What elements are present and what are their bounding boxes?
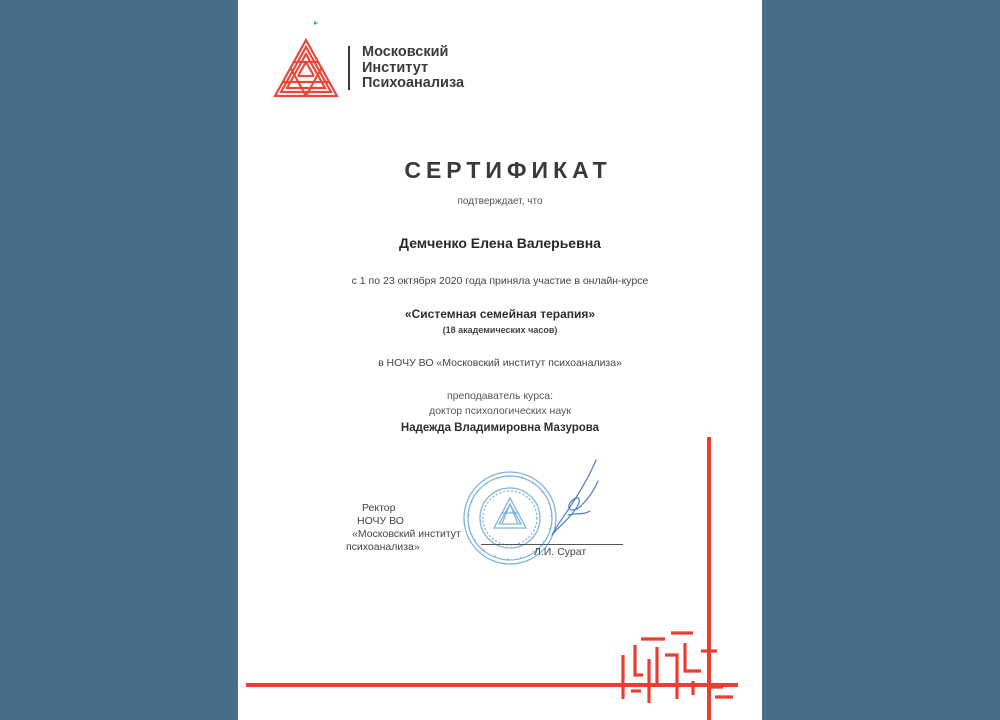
recipient-name: Демченко Елена Валерьевна xyxy=(399,235,601,251)
institute-text: в НОЧУ ВО «Московский институт психоанализа» xyxy=(378,357,622,369)
certificate-title: СЕРТИФИКАТ xyxy=(404,157,612,183)
logo-line-2: Институт xyxy=(362,59,429,76)
institute-logo-text xyxy=(362,45,464,92)
certificate-page xyxy=(238,0,762,720)
rector-title: Ректор xyxy=(362,502,396,514)
signature-line xyxy=(481,544,623,545)
small-mark-icon xyxy=(314,21,318,25)
course-hours: (18 академических часов) xyxy=(442,325,558,335)
logo-line-3: Психоанализа xyxy=(362,75,465,91)
participation-text: с 1 по 23 октября 2020 года приняла участие в онлайн-курсе xyxy=(351,275,649,287)
logo-line-1: Московский xyxy=(362,44,449,60)
rector-institute-line: «Московский институт xyxy=(352,528,461,540)
teacher-degree: доктор психологических наук xyxy=(429,405,571,417)
teacher-name: Надежда Владимировна Мазурова xyxy=(400,422,600,434)
confirms-text: подтверждает, что xyxy=(457,196,543,207)
signature-icon xyxy=(538,455,608,545)
rector-institute-line-2: психоанализа» xyxy=(346,541,420,553)
teacher-label: преподаватель курса: xyxy=(446,390,554,402)
rector-org-line: НОЧУ ВО xyxy=(357,515,404,527)
rector-block xyxy=(346,502,461,554)
logo-divider xyxy=(348,46,350,90)
course-title: «Системная семейная терапия» xyxy=(404,307,596,321)
red-ornament-icon xyxy=(613,625,738,707)
signer-name: Л.И. Сурат xyxy=(534,546,587,558)
triangle-knot-logo-icon xyxy=(273,38,339,98)
